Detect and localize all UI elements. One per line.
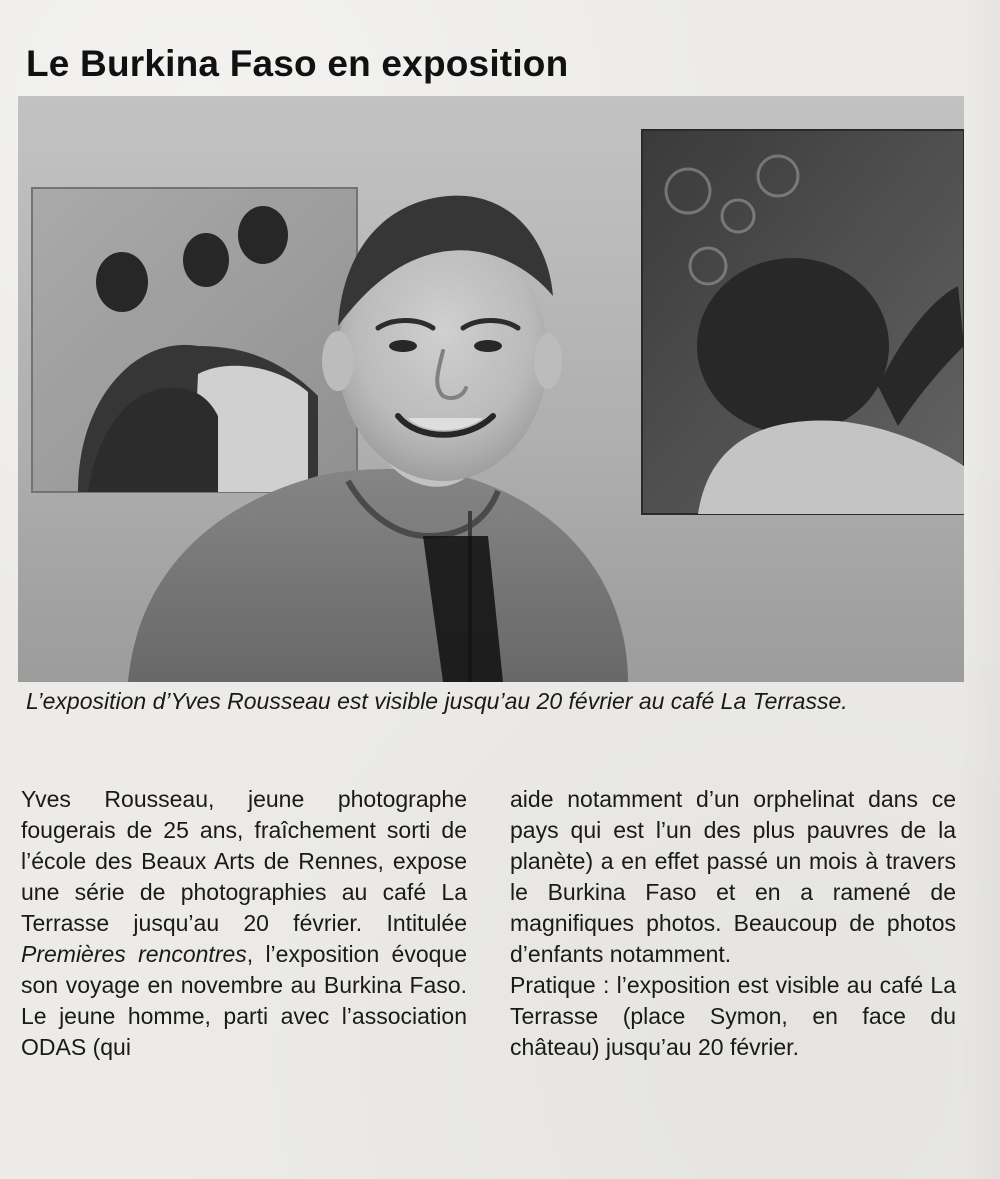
practical-info: Pratique : l’exposition est visible au café La Terrasse (place Symon, en face du château) jusqu’au 20 février. xyxy=(510,972,956,1060)
paper-edge-shadow xyxy=(960,0,1000,1179)
paragraph-text-end: , l’exposition évoque son voyage en novembre au Burkina Faso. Le jeune homme, parti avec l’association ODAS (qui xyxy=(21,941,467,1060)
article-column-right xyxy=(510,784,956,1063)
paragraph-text-start: Yves Rousseau, jeune photographe fougerais de 25 ans, fraîchement sorti de l’école des Beaux Arts de Rennes, expose une série de photographies au café La Terrasse jusqu’au 20 février. Intitulée xyxy=(21,786,467,936)
article-paragraph-2: aide notamment d’un orphelinat dans ce pays qui est l’un des plus pauvres de la planète) a en effet passé un mois à travers le Burkina Faso et en a ramené de magnifiques photos. Beaucoup de photos d’enfants notamment. xyxy=(510,786,956,967)
article-headline: Le Burkina Faso en exposition xyxy=(26,43,569,84)
article-paragraph-1 xyxy=(21,784,467,1063)
exhibition-photo-illustration xyxy=(18,96,964,682)
exhibition-title: Premières rencontres xyxy=(21,941,247,967)
article-column-left xyxy=(21,784,467,1063)
article-photo xyxy=(18,96,964,682)
print-halftone xyxy=(18,96,964,682)
photo-caption: L’exposition d’Yves Rousseau est visible jusqu’au 20 février au café La Terrasse. xyxy=(26,688,848,714)
